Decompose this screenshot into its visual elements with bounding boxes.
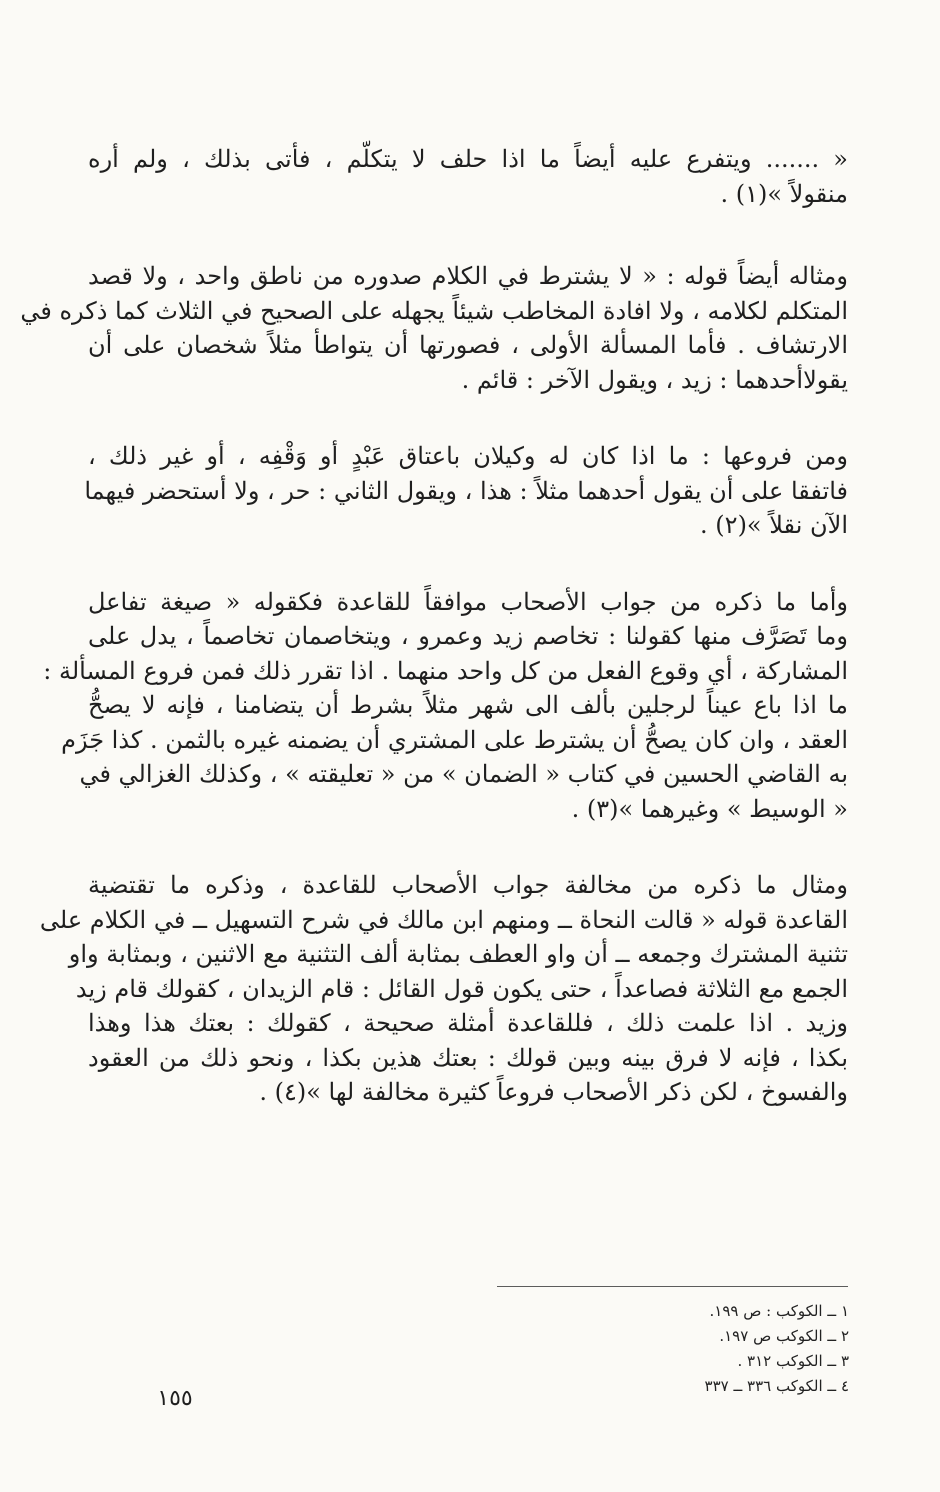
text-line: وزيد . اذا علمت ذلك ، فللقاعدة أمثلة صحيحة ، كقولك : بعتك هذا وهذا xyxy=(88,1009,848,1037)
paragraph-4 xyxy=(43,585,848,827)
text-line: وما تَصَرَّف منها كقولنا : تخاصم زيد وعمرو ، ويتخاصمان تخاصماً ، يدل على xyxy=(88,622,848,650)
text-line: ومثاله أيضاً قوله : « لا يشترط في الكلام صدوره من ناطق واحد ، ولا قصد xyxy=(88,262,848,290)
paragraph-3 xyxy=(84,439,848,543)
text-line: تثنية المشترك وجمعه ــ أن واو العطف بمثابة ألف التثنية مع الاثنين ، وبمثابة واو xyxy=(68,940,848,968)
text-line: « الوسيط » وغيرهما »(٣) . xyxy=(571,794,848,823)
text-line: المتكلم لكلامه ، ولا افادة المخاطب شيئاً يجهله على الصحيح في الثلاث كما ذكره في xyxy=(20,296,848,325)
paragraph-1 xyxy=(88,142,848,211)
text-line: فاتفقا على أن يقول أحدهما مثلاً : هذا ، ويقول الثاني : حر ، ولا أستحضر فيهما xyxy=(84,476,848,505)
footnote-3: ٣ ــ الكوكب ٣١٢ . xyxy=(737,1352,849,1370)
text-line: منقولاً »(١) . xyxy=(720,179,848,208)
text-line: به القاضي الحسين في كتاب « الضمان » من « تعليقته » ، وكذلك الغزالي في xyxy=(79,760,848,788)
text-line: العقد ، وان كان يصحُّ أن يشترط على المشتري أن يضمنه غيره بالثمن . كذا جَزَم xyxy=(61,725,848,754)
text-line: الارتشاف . فأما المسألة الأولى ، فصورتها أن يتواطأ مثلاً شخصان على أن xyxy=(88,331,848,359)
text-line: يقولاأحدهما : زيد ، ويقول الآخر : قائم . xyxy=(461,365,848,394)
page-body xyxy=(20,142,848,1110)
text-line: والفسوخ ، لكن ذكر الأصحاب فروعاً كثيرة مخالفة لها »(٤) . xyxy=(259,1078,848,1106)
paragraph-5 xyxy=(39,868,848,1110)
paragraph-2 xyxy=(20,259,848,397)
footnote-2: ٢ ــ الكوكب ص ١٩٧. xyxy=(719,1327,849,1345)
text-line: المشاركة ، أي وقوع الفعل من كل واحد منهما . اذا تقرر ذلك فمن فروع المسألة : xyxy=(43,656,848,685)
text-line: الآن نقلاً »(٢) . xyxy=(700,511,848,539)
text-line: بكذا ، فإنه لا فرق بينه وبين قولك : بعتك هذين بكذا ، ونحو ذلك من العقود xyxy=(88,1043,848,1072)
text-line: الجمع مع الثلاثة فصاعداً ، حتى يكون قول القائل : قام الزيدان ، كقولك قام زيد xyxy=(75,974,848,1003)
text-line: ومن فروعها : ما اذا كان له وكيلان باعتاق عَبْدٍ أو وَقْفِه ، أو غير ذلك ، xyxy=(88,442,848,470)
footnote-4: ٤ ــ الكوكب ٣٣٦ ــ ٣٣٧ xyxy=(704,1377,849,1395)
text-line: وأما ما ذكره من جواب الأصحاب موافقاً للقاعدة فكقوله « صيغة تفاعل xyxy=(88,587,848,616)
footnote-1: ١ ــ الكوكب : ص ١٩٩. xyxy=(709,1302,849,1320)
footnotes xyxy=(429,1299,849,1399)
text-line: ما اذا باع عيناً لرجلين بألف الى شهر مثلاً بشرط أن يتضامنا ، فإنه لا يصحُّ xyxy=(88,691,848,719)
page-number: ١٥٥ xyxy=(157,1386,193,1411)
text-line: « ....... ويتفرع عليه أيضاً ما اذا حلف لا يتكلّم ، فأتى بذلك ، ولم أره xyxy=(88,145,848,173)
text-line: القاعدة قوله « قالت النحاة ــ ومنهم ابن مالك في شرح التسهيل ــ في الكلام على xyxy=(39,905,848,934)
text-line: ومثال ما ذكره من مخالفة جواب الأصحاب للقاعدة ، وذكره ما تقتضية xyxy=(88,871,848,899)
footnote-divider xyxy=(497,1286,848,1287)
